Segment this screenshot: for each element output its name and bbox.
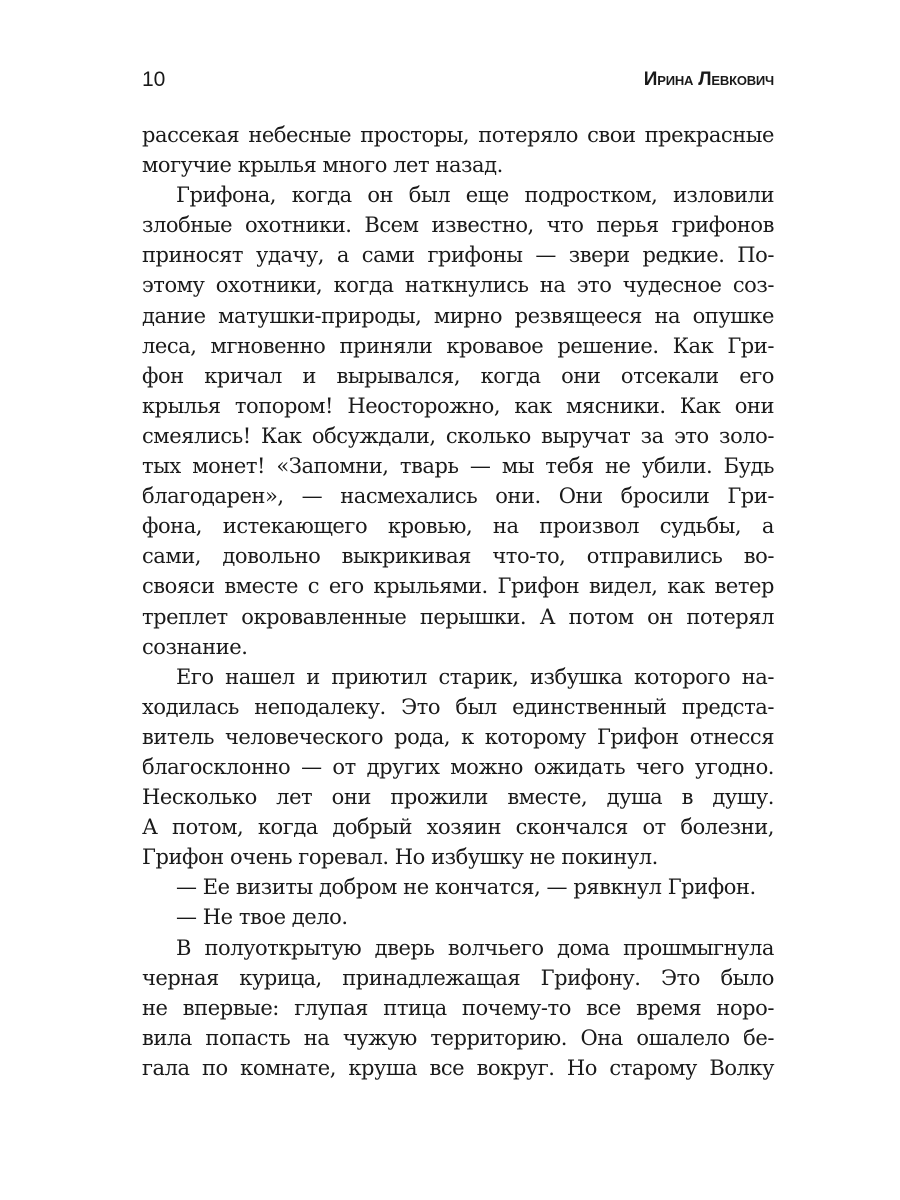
text-line: леса, мгновенно приняли кровавое решение. Как Гри- <box>142 333 774 358</box>
text-line: фона, истекающего кровью, на произвол судьбы, а <box>142 514 774 539</box>
text-line: этому охотники, когда наткнулись на это чудесное соз- <box>142 273 774 298</box>
text-line: Несколько лет они прожили вместе, душа в душу. <box>142 785 774 810</box>
text-line: Его нашел и приютил старик, избушка которого на- <box>176 664 774 689</box>
text-line: благодарен», — насмехались они. Они бросили Гри- <box>142 484 774 509</box>
text-line: сознание. <box>142 634 248 659</box>
text-line: крылья топором! Неосторожно, как мясники. Как они <box>142 393 774 418</box>
text-line: А потом, когда добрый хозяин скончался от болезни, <box>142 815 774 840</box>
running-header <box>142 64 774 96</box>
text-line: треплет окровавленные перышки. А потом он потерял <box>142 604 774 629</box>
text-line: ходилась неподалеку. Это был единственный предста- <box>142 694 774 719</box>
text-line: рассекая небесные просторы, потеряло свои прекрасные <box>142 123 774 147</box>
text-line: черная курица, принадлежащая Грифону. Это было <box>142 965 774 990</box>
text-line: фон кричал и вырывался, когда они отсекали его <box>142 363 774 388</box>
text-line: свояси вместе с его крыльями. Грифон видел, как ветер <box>142 574 774 599</box>
text-line: витель человеческого рода, к которому Грифон отнесся <box>142 724 774 749</box>
body-text <box>142 120 774 1083</box>
text-line: Грифона, когда он был еще подростком, изловили <box>176 183 774 208</box>
text-line: не впервые: глупая птица почему-то все время норо- <box>142 995 774 1020</box>
text-line: злобные охотники. Всем известно, что перья грифонов <box>142 213 774 238</box>
text-line: дание матушки-природы, мирно резвящееся на опушке <box>142 303 774 328</box>
text-line: гала по комнате, круша все вокруг. Но старому Волку <box>142 1055 774 1080</box>
text-line: сами, довольно выкрикивая что-то, отправились во- <box>142 544 774 569</box>
text-line: вила попасть на чужую территорию. Она ошалело бе- <box>142 1025 774 1050</box>
text-line: благосклонно — от других можно ожидать чего угодно. <box>142 754 774 779</box>
text-line: могучие крылья много лет назад. <box>142 153 503 178</box>
author-name: Ирина Левкович <box>643 69 774 90</box>
text-line: В полуоткрытую дверь волчьего дома прошмыгнула <box>176 935 774 960</box>
page-number: 10 <box>142 68 166 91</box>
text-line: приносят удачу, а сами грифоны — звери редкие. По- <box>142 243 774 268</box>
text-line: — Ее визиты добром не кончатся, — рявкнул Грифон. <box>176 875 756 900</box>
text-line: — Не твое дело. <box>176 905 348 930</box>
text-line: смеялись! Как обсуждали, сколько выручат за это золо- <box>142 423 774 448</box>
text-line: Грифон очень горевал. Но избушку не покинул. <box>142 845 658 870</box>
text-line: тых монет! «Запомни, тварь — мы тебя не убили. Будь <box>142 454 774 479</box>
